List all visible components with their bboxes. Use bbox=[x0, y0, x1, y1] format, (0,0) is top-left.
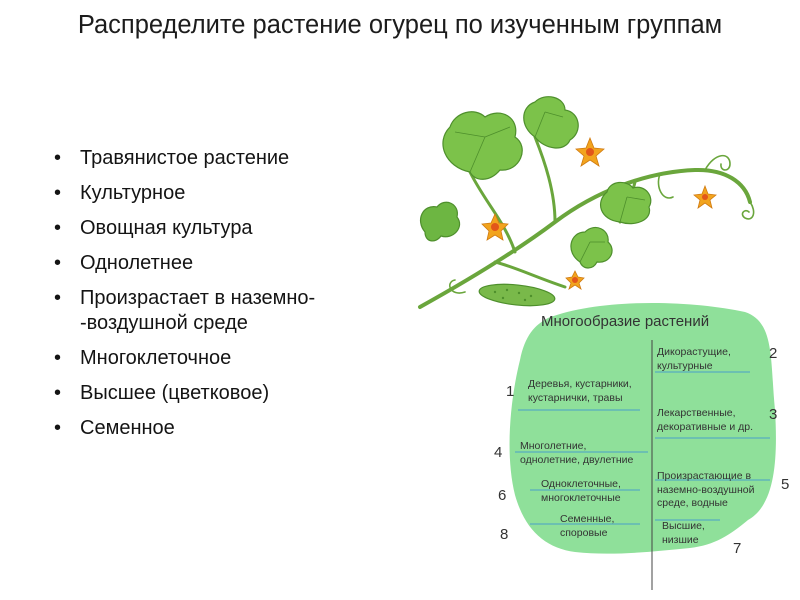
slide-title: Распределите растение огурец по изученным группам bbox=[77, 11, 723, 39]
label-line: Многолетние, bbox=[520, 440, 587, 452]
diagram-label-cultivation bbox=[657, 346, 731, 373]
bullet-item: • Высшее (цветковое) bbox=[50, 381, 370, 406]
label-line: среде, водные bbox=[657, 497, 728, 509]
label-line: Семенные, bbox=[560, 513, 615, 525]
label-line: Деревья, кустарники, bbox=[528, 378, 632, 390]
diagram-label-organization bbox=[662, 520, 705, 547]
bullet-item: • Произрастает в наземно- -воздушной среде bbox=[50, 286, 370, 336]
label-line: Высшие, bbox=[662, 520, 705, 532]
diagram-label-usage bbox=[657, 407, 753, 434]
label-line: многоклеточные bbox=[541, 491, 621, 504]
label-line: Произрастающие в bbox=[657, 470, 752, 482]
bullet-item: • Семенное bbox=[50, 416, 370, 441]
label-line: наземно-воздушной bbox=[657, 483, 755, 496]
cucumber-plant-illustration bbox=[405, 92, 765, 317]
label-line: однолетние, двулетние bbox=[520, 453, 634, 466]
diagram-title: Многообразие растений bbox=[541, 313, 710, 330]
diagram-number: 2 bbox=[769, 345, 778, 362]
bullet-list bbox=[50, 146, 370, 451]
label-line: кустарнички, травы bbox=[528, 391, 623, 404]
diagram-label-lifespan bbox=[520, 440, 633, 467]
label-line: споровые bbox=[560, 526, 608, 539]
diagram-number: 4 bbox=[494, 444, 503, 461]
bullet-item: • Овощная культура bbox=[50, 216, 370, 241]
diagram-number: 1 bbox=[506, 383, 515, 400]
diagram-label-reproduction bbox=[560, 513, 614, 540]
diagram-label-habitat bbox=[657, 470, 754, 511]
bullet-item: • Однолетнее bbox=[50, 251, 370, 276]
label-line: Лекарственные, bbox=[657, 407, 736, 419]
label-line: Дикорастущие, bbox=[657, 346, 731, 358]
bullet-item: • Многоклеточное bbox=[50, 346, 370, 371]
diagram-label-life-forms bbox=[528, 378, 632, 405]
diagram-number: 5 bbox=[781, 476, 790, 493]
diagram-number: 7 bbox=[733, 540, 742, 557]
diagram-number: 8 bbox=[500, 526, 509, 543]
label-line: декоративные и др. bbox=[657, 420, 753, 433]
diagram-number: 6 bbox=[498, 487, 507, 504]
diagram-number: 3 bbox=[769, 406, 778, 423]
label-line: низшие bbox=[662, 533, 699, 546]
diagram-label-cellularity bbox=[541, 478, 621, 505]
label-line: культурные bbox=[657, 359, 713, 372]
bullet-item: • Травянистое растение bbox=[50, 146, 370, 171]
bullet-item: • Культурное bbox=[50, 181, 370, 206]
label-line: Одноклеточные, bbox=[541, 478, 621, 490]
